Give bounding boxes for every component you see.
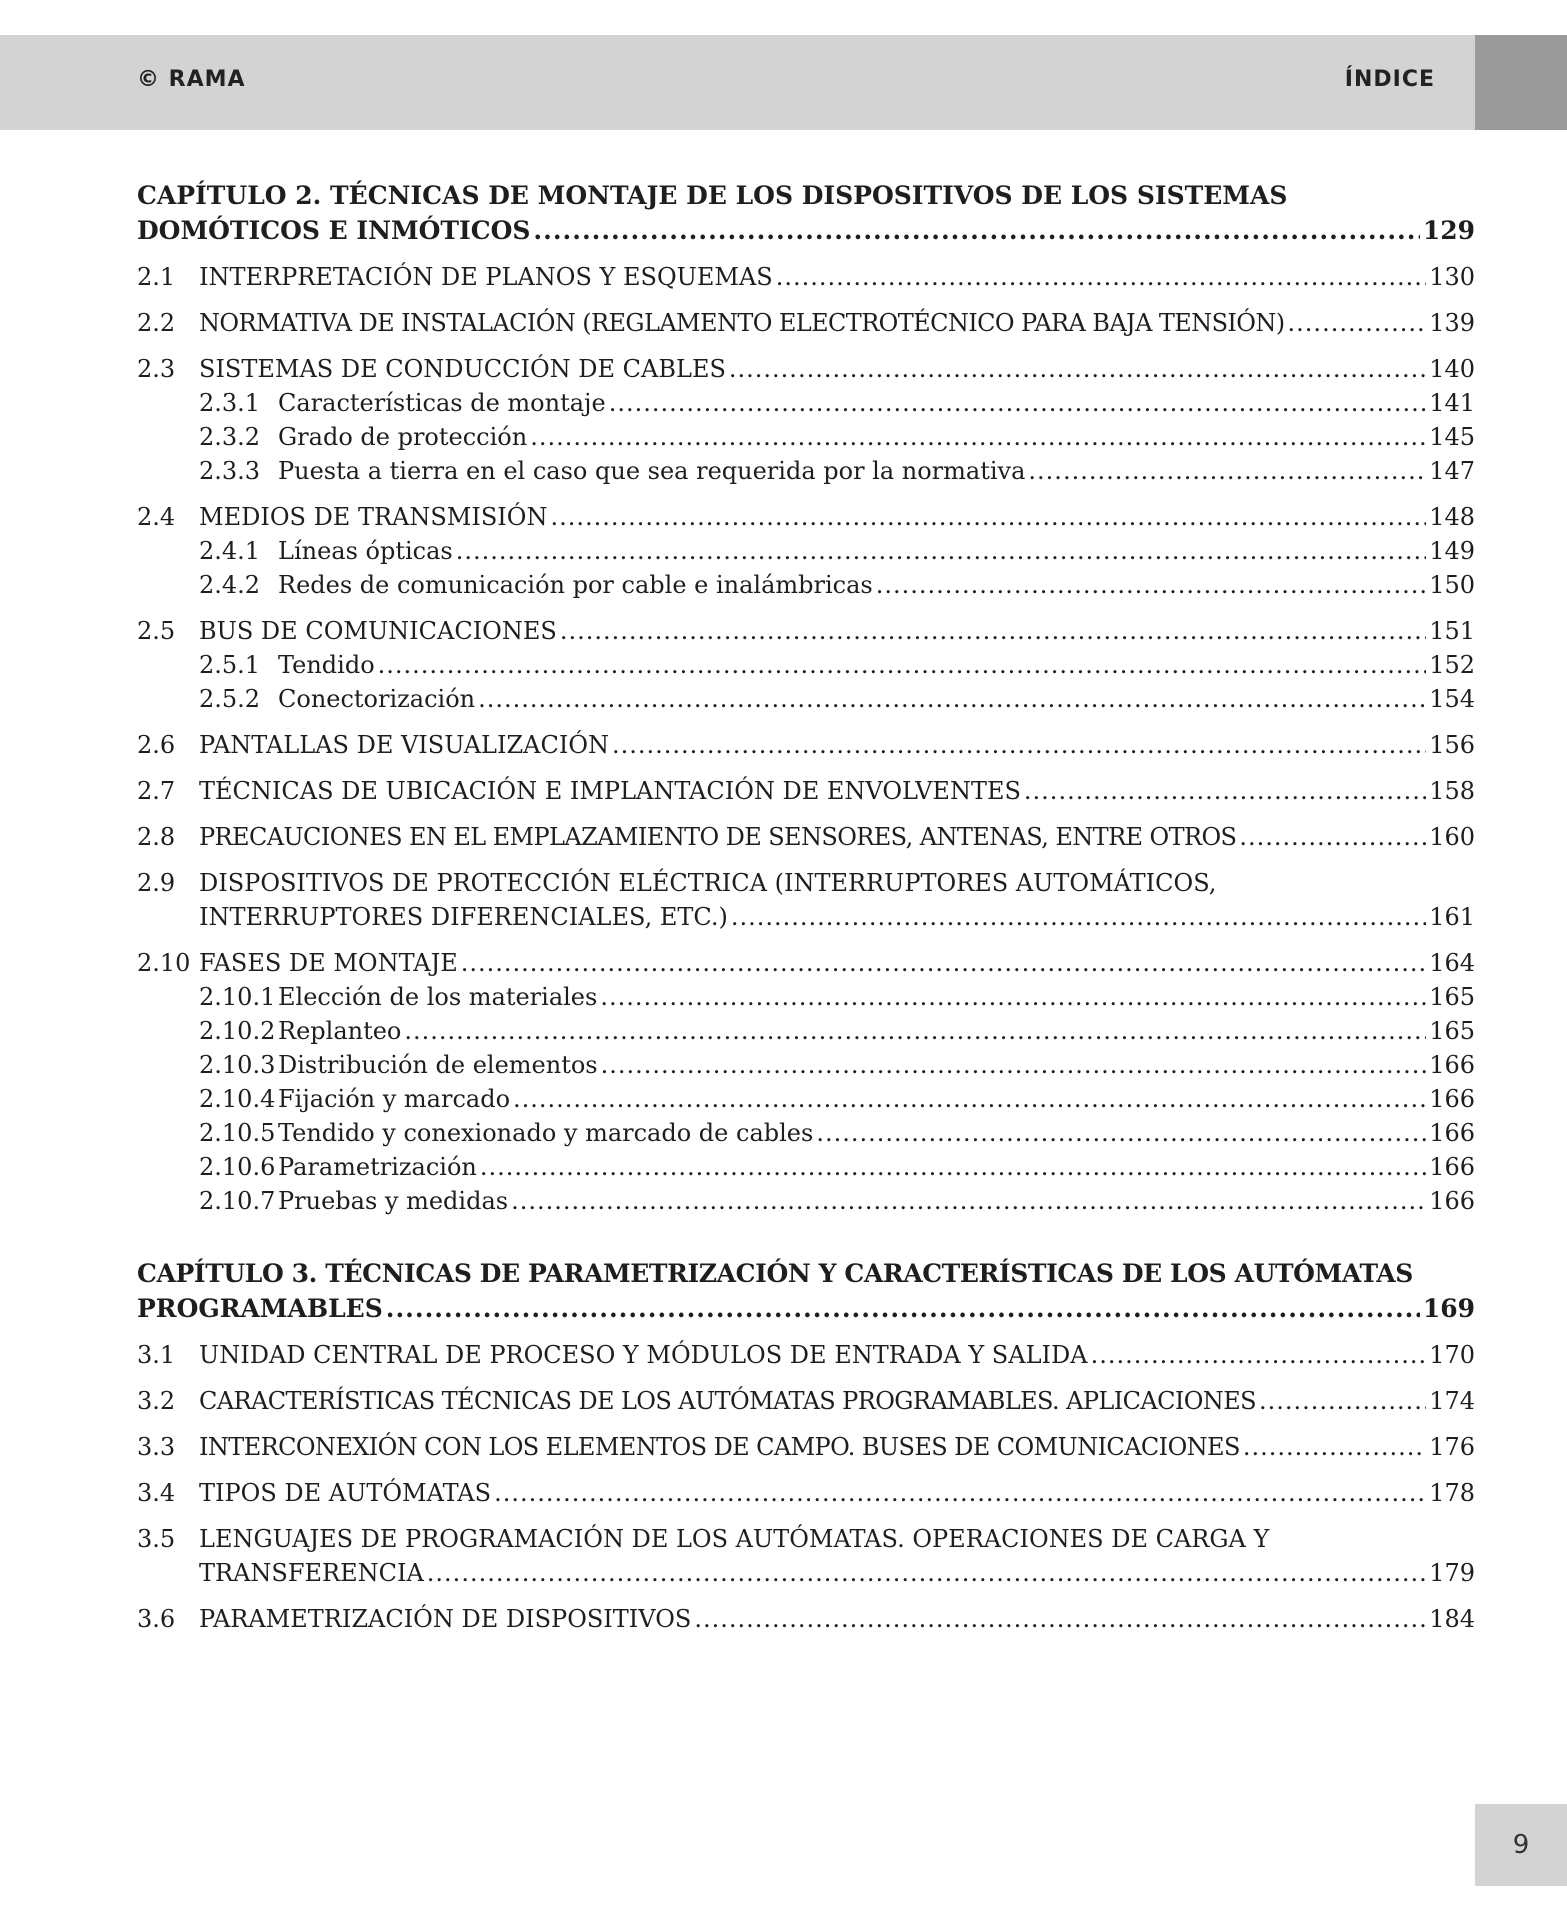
toc-entry-number: 3.6: [137, 1605, 176, 1633]
toc-subentry-2-3-2[interactable]: [137, 420, 1475, 454]
dot-leader: [427, 1556, 1426, 1590]
dot-leader: [1259, 1384, 1426, 1418]
dot-leader: [386, 1291, 1420, 1326]
dot-leader: [731, 900, 1426, 934]
toc-entry-3-5[interactable]: [137, 1522, 1475, 1590]
toc-entry-2-5[interactable]: [137, 614, 1475, 648]
dot-leader: [511, 1184, 1426, 1218]
chapter-title-line1: CAPÍTULO 2. TÉCNICAS DE MONTAJE DE LOS DISPOSITIVOS DE LOS SISTEMAS: [137, 181, 1288, 210]
toc-entry-number: 2.10.4: [199, 1085, 276, 1113]
toc-entry-number: 2.4: [137, 503, 176, 531]
toc-entry-page: 141: [1429, 389, 1475, 417]
toc-entry-page: 165: [1429, 983, 1475, 1011]
toc-entry-number: 2.9: [137, 869, 176, 897]
toc-entry-title: CARACTERÍSTICAS TÉCNICAS DE LOS AUTÓMATAS PROGRAMABLES. APLICACIONES: [199, 1387, 1256, 1415]
chapter-2-heading[interactable]: [137, 178, 1475, 248]
toc-entry-number: 2.3: [137, 355, 176, 383]
toc-entry-title-line1: LENGUAJES DE PROGRAMACIÓN DE LOS AUTÓMATAS. OPERACIONES DE CARGA Y: [199, 1525, 1270, 1553]
toc-entry-title: PARAMETRIZACIÓN DE DISPOSITIVOS: [199, 1605, 692, 1633]
toc-entry-2-9[interactable]: [137, 866, 1475, 934]
toc-entry-page: 149: [1429, 537, 1475, 565]
dot-leader: [560, 614, 1426, 648]
chapter-title-line2: DOMÓTICOS E INMÓTICOS: [137, 216, 531, 245]
toc-entry-page: 166: [1429, 1051, 1475, 1079]
dot-leader: [550, 500, 1426, 534]
toc-entry-title-line1: DISPOSITIVOS DE PROTECCIÓN ELÉCTRICA (INTERRUPTORES AUTOMÁTICOS,: [199, 869, 1217, 897]
table-of-contents: [137, 178, 1475, 1636]
toc-entry-title: Distribución de elementos: [278, 1051, 598, 1079]
dot-leader: [404, 1014, 1426, 1048]
toc-entry-number: 2.5.2: [199, 685, 261, 713]
toc-entry-title: Redes de comunicación por cable e inalámbricas: [278, 571, 873, 599]
toc-entry-2-10[interactable]: [137, 946, 1475, 980]
dot-leader: [876, 568, 1426, 602]
toc-entry-page: 178: [1429, 1479, 1475, 1507]
dot-leader: [480, 1150, 1426, 1184]
toc-entry-2-8[interactable]: [137, 820, 1475, 854]
toc-entry-2-7[interactable]: [137, 774, 1475, 808]
toc-entry-page: 154: [1429, 685, 1475, 713]
toc-entry-page: 166: [1429, 1085, 1475, 1113]
toc-entry-title: BUS DE COMUNICACIONES: [199, 617, 557, 645]
toc-entry-page: 179: [1429, 1559, 1475, 1587]
dot-leader: [609, 386, 1427, 420]
toc-subentry-2-10-3[interactable]: [137, 1048, 1475, 1082]
toc-entry-page: 170: [1429, 1341, 1475, 1369]
chapter-page-number: 169: [1422, 1294, 1475, 1323]
toc-entry-number: 3.3: [137, 1433, 176, 1461]
toc-entry-page: 145: [1429, 423, 1475, 451]
toc-entry-number: 3.5: [137, 1525, 176, 1553]
toc-entry-title: FASES DE MONTAJE: [199, 949, 458, 977]
toc-entry-3-4[interactable]: [137, 1476, 1475, 1510]
chapter-title-line2: PROGRAMABLES: [137, 1294, 383, 1323]
toc-entry-3-6[interactable]: [137, 1602, 1475, 1636]
toc-entry-number: 2.2: [137, 309, 176, 337]
toc-entry-page: 164: [1429, 949, 1475, 977]
toc-entry-2-3[interactable]: [137, 352, 1475, 386]
toc-entry-number: 2.5: [137, 617, 176, 645]
toc-entry-page: 174: [1429, 1387, 1475, 1415]
toc-entry-3-1[interactable]: [137, 1338, 1475, 1372]
dot-leader: [478, 682, 1426, 716]
dot-leader: [1239, 820, 1426, 854]
dot-leader: [729, 352, 1426, 386]
dot-leader: [461, 946, 1426, 980]
dot-leader: [601, 1048, 1427, 1082]
chapter-page-number: 129: [1422, 216, 1475, 245]
toc-entry-title: SISTEMAS DE CONDUCCIÓN DE CABLES: [199, 355, 726, 383]
header-corner-block: [1475, 35, 1567, 130]
header-publisher: © RAMA: [137, 67, 246, 92]
dot-leader: [776, 260, 1426, 294]
toc-entry-title: Tendido y conexionado y marcado de cables: [278, 1119, 814, 1147]
toc-entry-title: Grado de protección: [278, 423, 528, 451]
toc-entry-3-2[interactable]: [137, 1384, 1475, 1418]
toc-entry-title: Características de montaje: [278, 389, 606, 417]
dot-leader: [1028, 454, 1426, 488]
toc-entry-title: PANTALLAS DE VISUALIZACIÓN: [199, 731, 609, 759]
toc-entry-title: INTERCONEXIÓN CON LOS ELEMENTOS DE CAMPO. BUSES DE COMUNICACIONES: [199, 1433, 1240, 1461]
toc-entry-page: 166: [1429, 1119, 1475, 1147]
toc-entry-title: INTERPRETACIÓN DE PLANOS Y ESQUEMAS: [199, 263, 773, 291]
toc-entry-title: Replanteo: [278, 1017, 402, 1045]
toc-entry-page: 152: [1429, 651, 1475, 679]
toc-entry-title: Fijación y marcado: [278, 1085, 511, 1113]
toc-entry-number: 2.1: [137, 263, 176, 291]
toc-entry-page: 184: [1429, 1605, 1475, 1633]
toc-entry-number: 3.2: [137, 1387, 176, 1415]
toc-subentry-2-10-1[interactable]: [137, 980, 1475, 1014]
toc-entry-number: 2.5.1: [199, 651, 261, 679]
header-section-title: ÍNDICE: [1344, 67, 1435, 92]
toc-subentry-2-5-2[interactable]: [137, 682, 1475, 716]
toc-entry-page: 176: [1429, 1433, 1475, 1461]
dot-leader: [530, 420, 1426, 454]
toc-entry-number: 2.7: [137, 777, 176, 805]
dot-leader: [600, 980, 1426, 1014]
dot-leader: [533, 213, 1419, 248]
chapter-title-line1: CAPÍTULO 3. TÉCNICAS DE PARAMETRIZACIÓN Y CARACTERÍSTICAS DE LOS AUTÓMATAS: [137, 1259, 1413, 1288]
dot-leader: [494, 1476, 1426, 1510]
dot-leader: [1024, 774, 1426, 808]
toc-entry-title-line2: INTERRUPTORES DIFERENCIALES, ETC.): [199, 903, 728, 931]
toc-entry-number: 2.10.2: [199, 1017, 276, 1045]
toc-entry-number: 2.3.1: [199, 389, 261, 417]
toc-entry-title: Puesta a tierra en el caso que sea requerida por la normativa: [278, 457, 1026, 485]
dot-leader: [1091, 1338, 1427, 1372]
dot-leader: [513, 1082, 1426, 1116]
toc-entry-title: TIPOS DE AUTÓMATAS: [199, 1479, 492, 1507]
toc-entry-title: Elección de los materiales: [278, 983, 598, 1011]
toc-entry-page: 165: [1429, 1017, 1475, 1045]
dot-leader: [1288, 306, 1427, 340]
toc-entry-number: 2.3.2: [199, 423, 261, 451]
toc-entry-page: 160: [1429, 823, 1475, 851]
dot-leader: [1243, 1430, 1426, 1464]
toc-entry-page: 161: [1429, 903, 1475, 931]
toc-entry-number: 2.4.2: [199, 571, 261, 599]
toc-entry-number: 2.6: [137, 731, 176, 759]
toc-entry-number: 2.10.3: [199, 1051, 276, 1079]
toc-entry-title: TÉCNICAS DE UBICACIÓN E IMPLANTACIÓN DE ENVOLVENTES: [199, 777, 1021, 805]
toc-entry-title: Conectorización: [278, 685, 476, 713]
toc-subentry-2-3-3[interactable]: [137, 454, 1475, 488]
toc-entry-2-4[interactable]: [137, 500, 1475, 534]
toc-entry-page: 140: [1429, 355, 1475, 383]
toc-entry-2-2[interactable]: [137, 306, 1475, 340]
toc-subentry-2-4-2[interactable]: [137, 568, 1475, 602]
toc-entry-title: MEDIOS DE TRANSMISIÓN: [199, 503, 548, 531]
toc-entry-page: 158: [1429, 777, 1475, 805]
toc-entry-page: 166: [1429, 1187, 1475, 1215]
toc-entry-title: Pruebas y medidas: [278, 1187, 509, 1215]
toc-entry-number: 3.4: [137, 1479, 176, 1507]
toc-entry-number: 2.3.3: [199, 457, 261, 485]
toc-entry-3-3[interactable]: [137, 1430, 1475, 1464]
toc-entry-page: 148: [1429, 503, 1475, 531]
toc-entry-2-1[interactable]: [137, 260, 1475, 294]
toc-subentry-2-4-1[interactable]: [137, 534, 1475, 568]
toc-entry-page: 147: [1429, 457, 1475, 485]
toc-entry-number: 2.10.5: [199, 1119, 276, 1147]
dot-leader: [694, 1602, 1426, 1636]
toc-entry-number: 2.10.1: [199, 983, 276, 1011]
dot-leader: [612, 728, 1426, 762]
toc-entry-number: 2.8: [137, 823, 176, 851]
toc-entry-number: 2.10: [137, 949, 191, 977]
toc-subentry-2-10-6[interactable]: [137, 1150, 1475, 1184]
chapter-3-heading[interactable]: [137, 1256, 1475, 1326]
dot-leader: [816, 1116, 1426, 1150]
toc-entry-page: 166: [1429, 1153, 1475, 1181]
toc-entry-title-line2: TRANSFERENCIA: [199, 1559, 424, 1587]
toc-entry-number: 2.10.6: [199, 1153, 276, 1181]
toc-entry-page: 151: [1429, 617, 1475, 645]
toc-entry-title: UNIDAD CENTRAL DE PROCESO Y MÓDULOS DE ENTRADA Y SALIDA: [199, 1341, 1088, 1369]
toc-subentry-2-10-7[interactable]: [137, 1184, 1475, 1218]
toc-subentry-2-3-1[interactable]: [137, 386, 1475, 420]
toc-entry-page: 156: [1429, 731, 1475, 759]
toc-subentry-2-10-4[interactable]: [137, 1082, 1475, 1116]
toc-entry-title: Líneas ópticas: [278, 537, 453, 565]
toc-entry-page: 139: [1429, 309, 1475, 337]
toc-entry-title: NORMATIVA DE INSTALACIÓN (REGLAMENTO ELECTROTÉCNICO PARA BAJA TENSIÓN): [199, 309, 1285, 337]
toc-subentry-2-10-5[interactable]: [137, 1116, 1475, 1150]
toc-entry-page: 130: [1429, 263, 1475, 291]
toc-entry-number: 2.4.1: [199, 537, 261, 565]
toc-entry-title: Tendido: [278, 651, 375, 679]
toc-entry-number: 3.1: [137, 1341, 176, 1369]
dot-leader: [378, 648, 1427, 682]
page-number: 9: [1512, 1830, 1530, 1860]
toc-entry-title: Parametrización: [278, 1153, 477, 1181]
toc-subentry-2-5-1[interactable]: [137, 648, 1475, 682]
toc-subentry-2-10-2[interactable]: [137, 1014, 1475, 1048]
dot-leader: [456, 534, 1426, 568]
toc-entry-page: 150: [1429, 571, 1475, 599]
toc-entry-title: PRECAUCIONES EN EL EMPLAZAMIENTO DE SENSORES, ANTENAS, ENTRE OTROS: [199, 823, 1237, 851]
toc-entry-2-6[interactable]: [137, 728, 1475, 762]
toc-entry-number: 2.10.7: [199, 1187, 276, 1215]
